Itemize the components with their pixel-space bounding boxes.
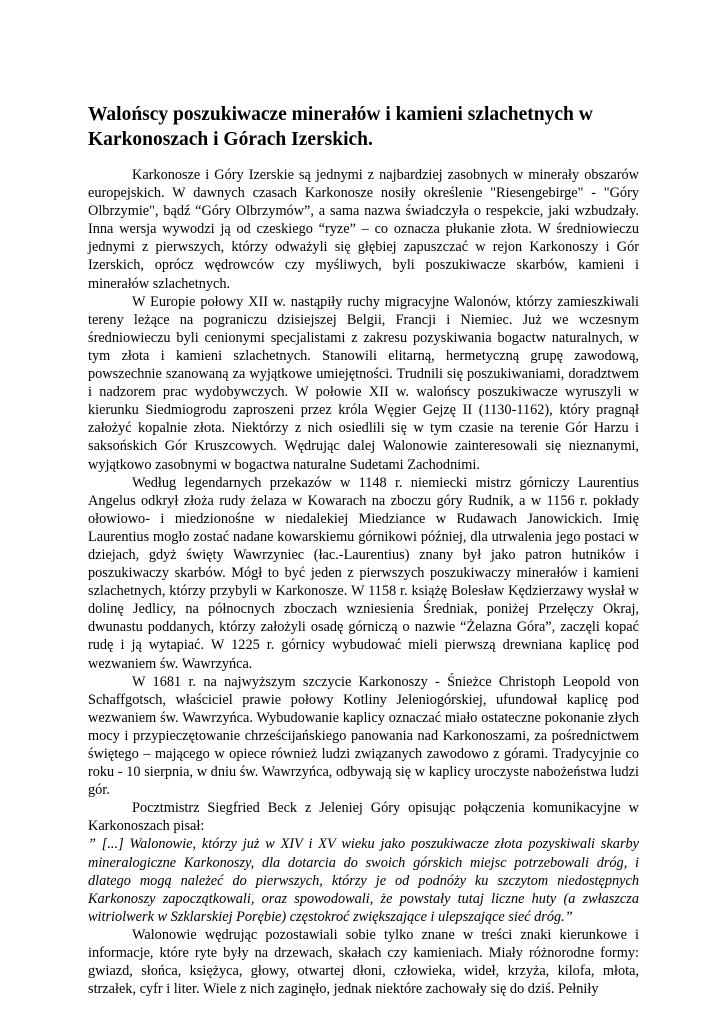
document-title: Walońscy poszukiwacze minerałów i kamieni szlachetnych w Karkonoszach i Górach Izerskich. <box>88 104 593 150</box>
paragraph-intro: Karkonosze i Góry Izerskie są jednymi z najbardziej zasobnych w minerały obszarów europejskich. W dawnych czasach Karkonosze nosiły określenie "Riesengebirge" - "Góry Olbrzymie", bądź “Góry Olbrzymów”, a sama nazwa świadczyła o respekcie, jaki wzbudzały. Inna wersja wywodzi ją od czeskiego “ryze” – co oznacza płukanie złota. W średniowieczu jednymi z pierwszych, którzy odważyli się głębiej zapuszczać w rejon Karkonoszy i Gór Izerskich, oprócz wędrowców czy myśliwych, byli poszukiwacze skarbów, kamieni i minerałów szlachetnych. <box>88 167 639 292</box>
paragraph-sniezka-chapel: W 1681 r. na najwyższym szczycie Karkonoszy - Śnieżce Christoph Leopold von Schaffgotsch, właściciel prawie połowy Kotliny Jeleniogórskiej, ufundował kaplicę pod wezwaniem św. Wawrzyńca. Wybudowanie kaplicy oznaczać miało ostateczne pokonanie złych mocy i przypieczętowanie chrześcijańskiego panowania nad Karkonoszami, za pośrednictwem świętego – mającego w opiece również ludzi związanych zawodowo z górami. Tradycyjnie co roku - 10 sierpnia, w dniu św. Wawrzyńca, odbywają się w kaplicy uroczyste nabożeństwa ludzi gór. <box>88 673 639 799</box>
paragraph-signs: Walonowie wędrując pozostawiali sobie tylko znane w treści znaki kierunkowe i informacje, które ryte były na drzewach, skałach czy kamieniach. Miały różnorodne formy: gwiazd, słońca, księżyca, głowy, otwartej dłoni, człowieka, wideł, krzyża, kilofa, młota, strzałek, cyfr i liter. Wiele z nich zaginęło, jednak niektóre zachowały się do dziś. Pełniły <box>88 926 639 998</box>
paragraph-walloon-migration: W Europie połowy XII w. nastąpiły ruchy migracyjne Walonów, którzy zamieszkiwali tereny leżące na pograniczu dzisiejszej Belgii, Francji i Niemiec. Już we wczesnym średniowieczu byli cenionymi specjalistami z zakresu pozyskiwania bogactw naturalnych, w tym złota i kamieni szlachetnych. Stanowili elitarną, hermetyczną grupę zawodową, powszechnie szanowaną za wyjątkowe umiejętności. Trudnili się poszukiwaniami, doradztwem i nadzorem prac wydobywczych. W połowie XII w. walońscy poszukiwacze wyruszyli w kierunku Siedmiogrodu zaproszeni przez króla Węgier Gejzę II (1130-1162), który pragnął założyć kopalnie złota. Niektórzy z nich osiedlili się w tym czasie na terenie Gór Harzu i saksońskich Gór Kruszcowych. Wędrując dalej Walonowie zainteresowali się nieznanymi, wyjątkowo zasobnymi w bogactwa naturalne Sudetami Zachodnimi. <box>88 293 639 473</box>
paragraph-beck-intro: Pocztmistrz Siegfried Beck z Jeleniej Góry opisując połączenia komunikacyjne w Karkonoszach pisał: <box>88 800 639 835</box>
paragraph-legends: Według legendarnych przekazów w 1148 r. niemiecki mistrz górniczy Laurentius Angelus odkrył złoża rudy żelaza w Kowarach na zboczu góry Rudnik, a w 1156 r. pokłady ołowiowo- i miedzionośne w niedalekiej Miedziance w Rudawach Janowickich. Imię Laurentius mogło zostać nadane kowarskiemu górnikowi później, dla utrwalenia jego postaci w dziejach, gdyż święty Wawrzyniec (łac.-Laurentius) znany był jako patron hutników i poszukiwaczy skarbów. Mógł to być jeden z pierwszych poszukiwaczy minerałów i kamieni szlachetnych, którzy przybyli w Karkonosze. W 1158 r. książę Bolesław Kędzierzawy wysłał w dolinę Jedlicy, na północnych zboczach wzniesienia Średniak, poniżej Przełęczy Okraj, dwunastu poddanych, którzy założyli osadę górniczą o nazwie “Żelazna Góra”, zaczęli kopać rudę i ją wytapiać. W 1225 r. górnicy wybudować mieli pierwszą drewniana kaplicę pod wezwaniem św. Wawrzyńca. <box>88 474 639 672</box>
document-body <box>88 166 639 998</box>
beck-quote: ” [...] Walonowie, którzy już w XIV i XV wieku jako poszukiwacze złota pozyskiwali skarby mineralogiczne Karkonoszy, dla dotarcia do swoich górskich miejsc potrzebowali dróg, i dlatego mogą należeć do pierwszych, którzy je od podnóży ku szczytom niedostępnych Karkonoszy zapoczątkowali, oraz spowodowali, że powstały tutaj liczne huty (a zwłaszcza witriolwerk w Szklarskiej Porębie) częstokroć zwiększające i ulepszające sieć dróg.” <box>88 836 639 925</box>
